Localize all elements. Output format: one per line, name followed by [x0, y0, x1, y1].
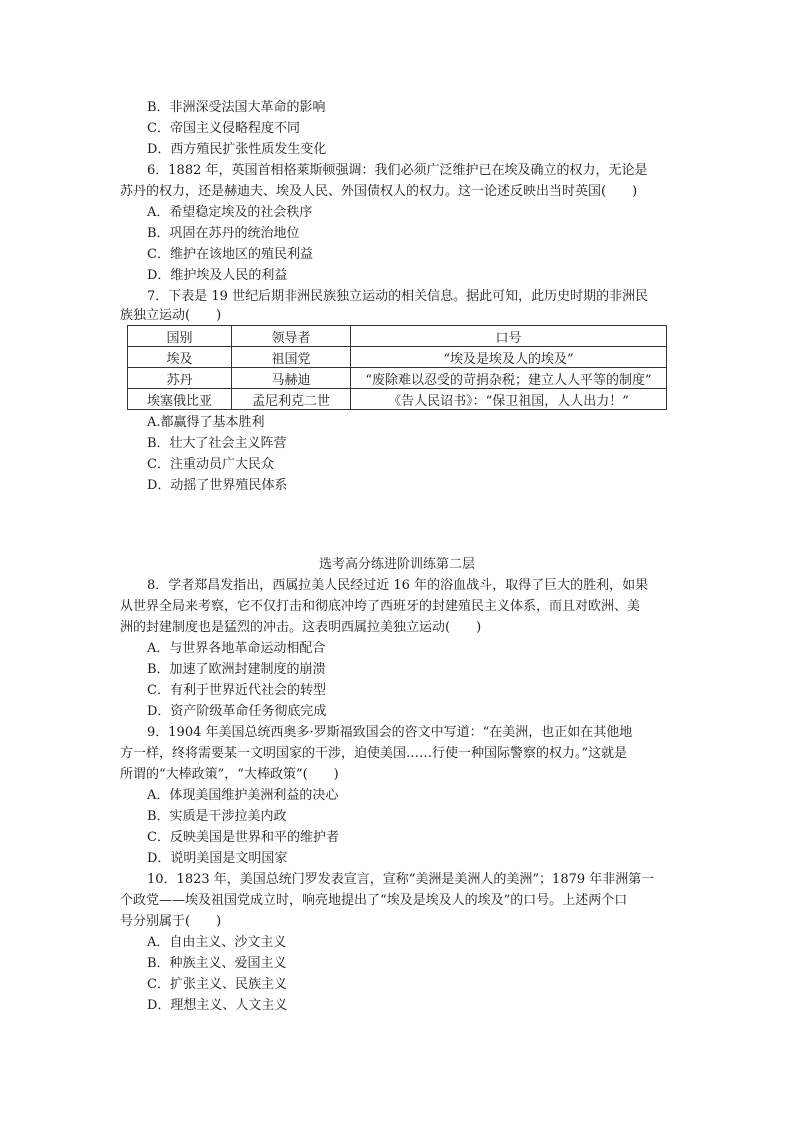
- table-cell: “埃及是埃及人的埃及”: [351, 347, 667, 368]
- question-6-option-c: C．维护在该地区的殖民利益: [147, 247, 313, 262]
- question-9-option-d: D．说明美国是文明国家: [147, 851, 288, 866]
- question-8-stem: 8．学者郑昌发指出，西属拉美人民经过近 16 年的浴血战斗，取得了巨大的胜利，如果: [147, 578, 649, 593]
- question-6-stem: 6．1882 年，英国首相格莱斯顿强调：我们必须广泛维护已在埃及确立的权力，无论是: [147, 163, 648, 178]
- question-8-option-a: A．与世界各地革命运动相配合: [147, 641, 326, 656]
- question-8-option-c: C．有利于世界近代社会的转型: [147, 683, 326, 698]
- option-line: B．非洲深受法国大革命的影响: [147, 100, 326, 115]
- question-7-option-a: A.都赢得了基本胜利: [147, 415, 265, 430]
- question-10-option-d: D．理想主义、人文主义: [147, 998, 288, 1013]
- table-header: 领导者: [232, 326, 351, 347]
- table-header: 国别: [128, 326, 232, 347]
- table-cell: 苏丹: [128, 368, 232, 389]
- question-6-option-b: B．巩固在苏丹的统治地位: [147, 226, 300, 241]
- option-line: D．西方殖民扩张性质发生变化: [147, 142, 327, 157]
- table-cell: “废除难以忍受的苛捐杂税；建立人人平等的制度”: [351, 368, 667, 389]
- question-7-option-b: B．壮大了社会主义阵营: [147, 436, 287, 451]
- question-9-stem: 方一样，终将需要某一文明国家的干涉，迫使美国……行使一种国际警察的权力。”这就是: [120, 746, 628, 761]
- question-9-option-b: B．实质是干涉拉美内政: [147, 809, 287, 824]
- question-9-stem: 9．1904 年美国总统西奥多·罗斯福致国会的咨文中写道：“在美洲，也正如在其他地: [147, 725, 633, 740]
- question-9-stem: 所谓的“大棒政策”，“大棒政策”( ): [120, 767, 339, 782]
- movement-info-table: [127, 325, 667, 410]
- table-cell: 《告人民诏书》：“保卫祖国，人人出力！”: [351, 389, 667, 410]
- option-line: C．帝国主义侵略程度不同: [147, 121, 300, 136]
- question-8-option-b: B．加速了欧洲封建制度的崩溃: [147, 662, 326, 677]
- question-9-option-c: C．反映美国是世界和平的维护者: [147, 830, 339, 845]
- question-8-stem: 洲的封建制度也是猛烈的冲击。这表明西属拉美独立运动( ): [120, 620, 482, 635]
- question-7-stem: 族独立运动( ): [120, 308, 222, 323]
- table-cell: 马赫迪: [232, 368, 351, 389]
- table-cell: 祖国党: [232, 347, 351, 368]
- table-row: [128, 389, 667, 410]
- table-cell: 埃塞俄比亚: [128, 389, 232, 410]
- question-10-stem: 个政党——埃及祖国党成立时，响亮地提出了“埃及是埃及人的埃及”的口号。上述两个口: [120, 893, 628, 908]
- question-10-option-b: B．种族主义、爱国主义: [147, 956, 287, 971]
- table-header-row: [128, 326, 667, 347]
- table-cell: 孟尼利克二世: [232, 389, 351, 410]
- section-title: 选考高分练进阶训练第二层: [318, 557, 475, 572]
- question-10-option-a: A．自由主义、沙文主义: [147, 935, 287, 950]
- question-8-option-d: D．资产阶级革命任务彻底完成: [147, 704, 327, 719]
- table-cell: 埃及: [128, 347, 232, 368]
- question-6-option-a: A．希望稳定埃及的社会秩序: [147, 205, 313, 220]
- question-8-stem: 从世界全局来考察，它不仅打击和彻底冲垮了西班牙的封建殖民主义体系，而且对欧洲、美: [120, 599, 641, 614]
- table-row: [128, 368, 667, 389]
- table-row: [128, 347, 667, 368]
- question-7-option-d: D．动摇了世界殖民体系: [147, 478, 288, 493]
- question-10-option-c: C．扩张主义、民族主义: [147, 977, 287, 992]
- question-6-stem: 苏丹的权力，还是赫迪夫、埃及人民、外国债权人的权力。这一论述反映出当时英国( ): [120, 184, 638, 199]
- question-9-option-a: A．体现美国维护美洲利益的决心: [147, 788, 339, 803]
- table-header: 口号: [351, 326, 667, 347]
- question-10-stem: 10．1823 年，美国总统门罗发表宣言，宣称“美洲是美洲人的美洲”；1879 年非洲第一: [147, 872, 655, 887]
- question-6-option-d: D．维护埃及人民的利益: [147, 268, 288, 283]
- question-7-option-c: C．注重动员广大民众: [147, 457, 274, 472]
- question-10-stem: 号分别属于( ): [120, 914, 222, 929]
- question-7-stem: 7．下表是 19 世纪后期非洲民族独立运动的相关信息。据此可知，此历史时期的非洲民: [147, 289, 649, 304]
